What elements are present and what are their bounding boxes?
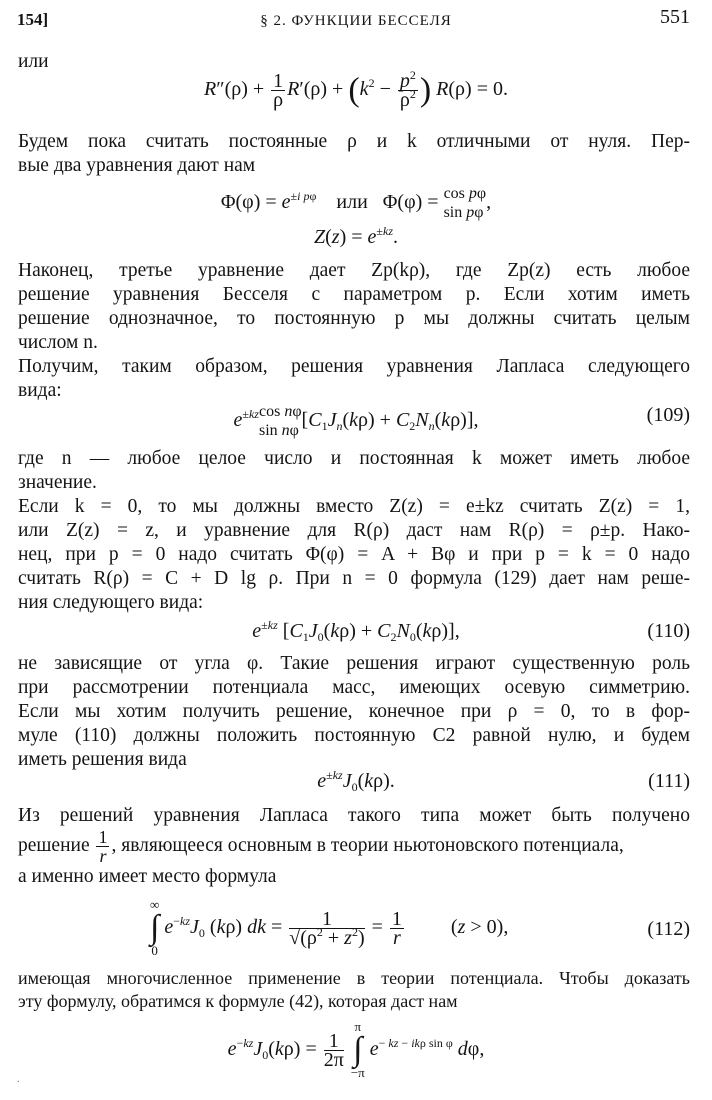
text-line (18, 828, 690, 865)
equation-number: (109) (646, 404, 690, 426)
equation-number: (112) (647, 918, 690, 940)
text-line: или Z(z) = z, и уравнение для R(ρ) даст нам R(ρ) = ρ±p. Нако- (18, 520, 690, 541)
equation-111: $e^{\pm kz}J_0(k\rho)$. (317, 768, 395, 794)
text-line: Из решений уравнения Лапласа такого типа может быть получено (18, 805, 690, 826)
equation-112: ∞ ∫ 0 $e^{-kz}J_0$ (kρ) dk = $\frac{1}{√(\rho^2 + z^2)}$ = $\frac{1}{r}$ (z > 0), (150, 897, 509, 958)
text-line: значение. (18, 472, 97, 493)
text-line: не зависящие от угла φ. Такие решения играют существенную роль (18, 653, 690, 674)
text-line: Если k = 0, то мы должны вместо Z(z) = e±kz считать Z(z) = 1, (18, 496, 690, 517)
text-line: решение уравнения Бесселя с параметром p. Если хотим иметь (18, 284, 690, 305)
footer-mark: . (17, 1074, 20, 1085)
text-line: Получим, таким образом, решения уравнения Лапласа следующего (18, 356, 690, 377)
equation-109: $e^{\pm kz}$ cos nφ sin nφ $[C_1J_n(k\rho) + C_2N_n(k\rho)]$, (233, 403, 479, 439)
equation-z: $Z(z) = e^{\pm kz}$. (313, 224, 399, 248)
equation-number: (110) (647, 620, 690, 642)
equation-integral-representation: $e^{-kz}J_0(k\rho)$ = $\frac{1}{2\pi}$ π ∫ −π $e^{- kz - ik\rho sin \varphi}$ dφ, (227, 1019, 485, 1080)
text-line: имеющая многочисленное применение в теории потенциала. Чтобы доказать (18, 968, 690, 988)
text-line: Если мы хотим получить решение, конечное при ρ = 0, то в фор- (18, 701, 690, 722)
equation-bessel-radial: R″(ρ) + $\frac{1}{\rho}$ $R'(\rho) + (k^2$ − $\frac{p^2}{\rho^2}$ ) R(ρ) = 0. (204, 68, 508, 111)
text-line: вида: (18, 380, 62, 401)
section-number: 154] (17, 10, 49, 29)
text-fragment: , являющееся основным в теории ньютоновского потенциала, (111, 834, 624, 856)
text-line: при рассмотрении потенциала масс, имеющих осевую симметрию. (18, 677, 690, 698)
text-line: считать R(ρ) = C + D lg ρ. При n = 0 формула (129) дает нам реше- (18, 568, 690, 589)
fraction-one-over-r: $\frac{1}{r}$ (98, 827, 108, 866)
text-line: муле (110) должны положить постоянную C2 равной нулю, и будем (18, 725, 690, 746)
text-line: где n — любое целое число и постоянная k может иметь любое (18, 448, 690, 469)
text-line: числом n. (18, 332, 98, 353)
page-number: 551 (660, 6, 690, 28)
text-line: решение однозначное, то постоянную p мы должны считать целым (18, 308, 690, 329)
text-line: или (18, 51, 49, 72)
equation-110: $e^{\pm kz}$ $[C_1J_0(k\rho) + C_2N_0(k\rho)]$, (252, 618, 460, 644)
text-line: Наконец, третье уравнение дает Zp(kρ), где Zp(z) есть любое (18, 260, 690, 281)
text-line: нец, при p = 0 надо считать Φ(φ) = A + Bφ и при p = k = 0 надо (18, 544, 690, 565)
text-fragment: решение (18, 834, 90, 856)
text-line: иметь решения вида (18, 749, 187, 770)
text-line: Будем пока считать постоянные ρ и k отличными от нуля. Пер- (18, 131, 690, 152)
text-line: вые два уравнения дают нам (18, 155, 256, 176)
equation-phi: $\Phi(\varphi) = e^{\pm i p\varphi}$ или Φ(φ) = cos pφ sin pφ , (220, 185, 492, 221)
text-line: ния следующего вида: (18, 592, 204, 613)
running-head: § 2. ФУНКЦИИ БЕССЕЛЯ (260, 13, 452, 29)
equation-number: (111) (648, 770, 690, 792)
text-line: а именно имеет место формула (18, 866, 277, 887)
text-line: эту формулу, обратимся к формуле (42), которая даст нам (18, 991, 458, 1011)
